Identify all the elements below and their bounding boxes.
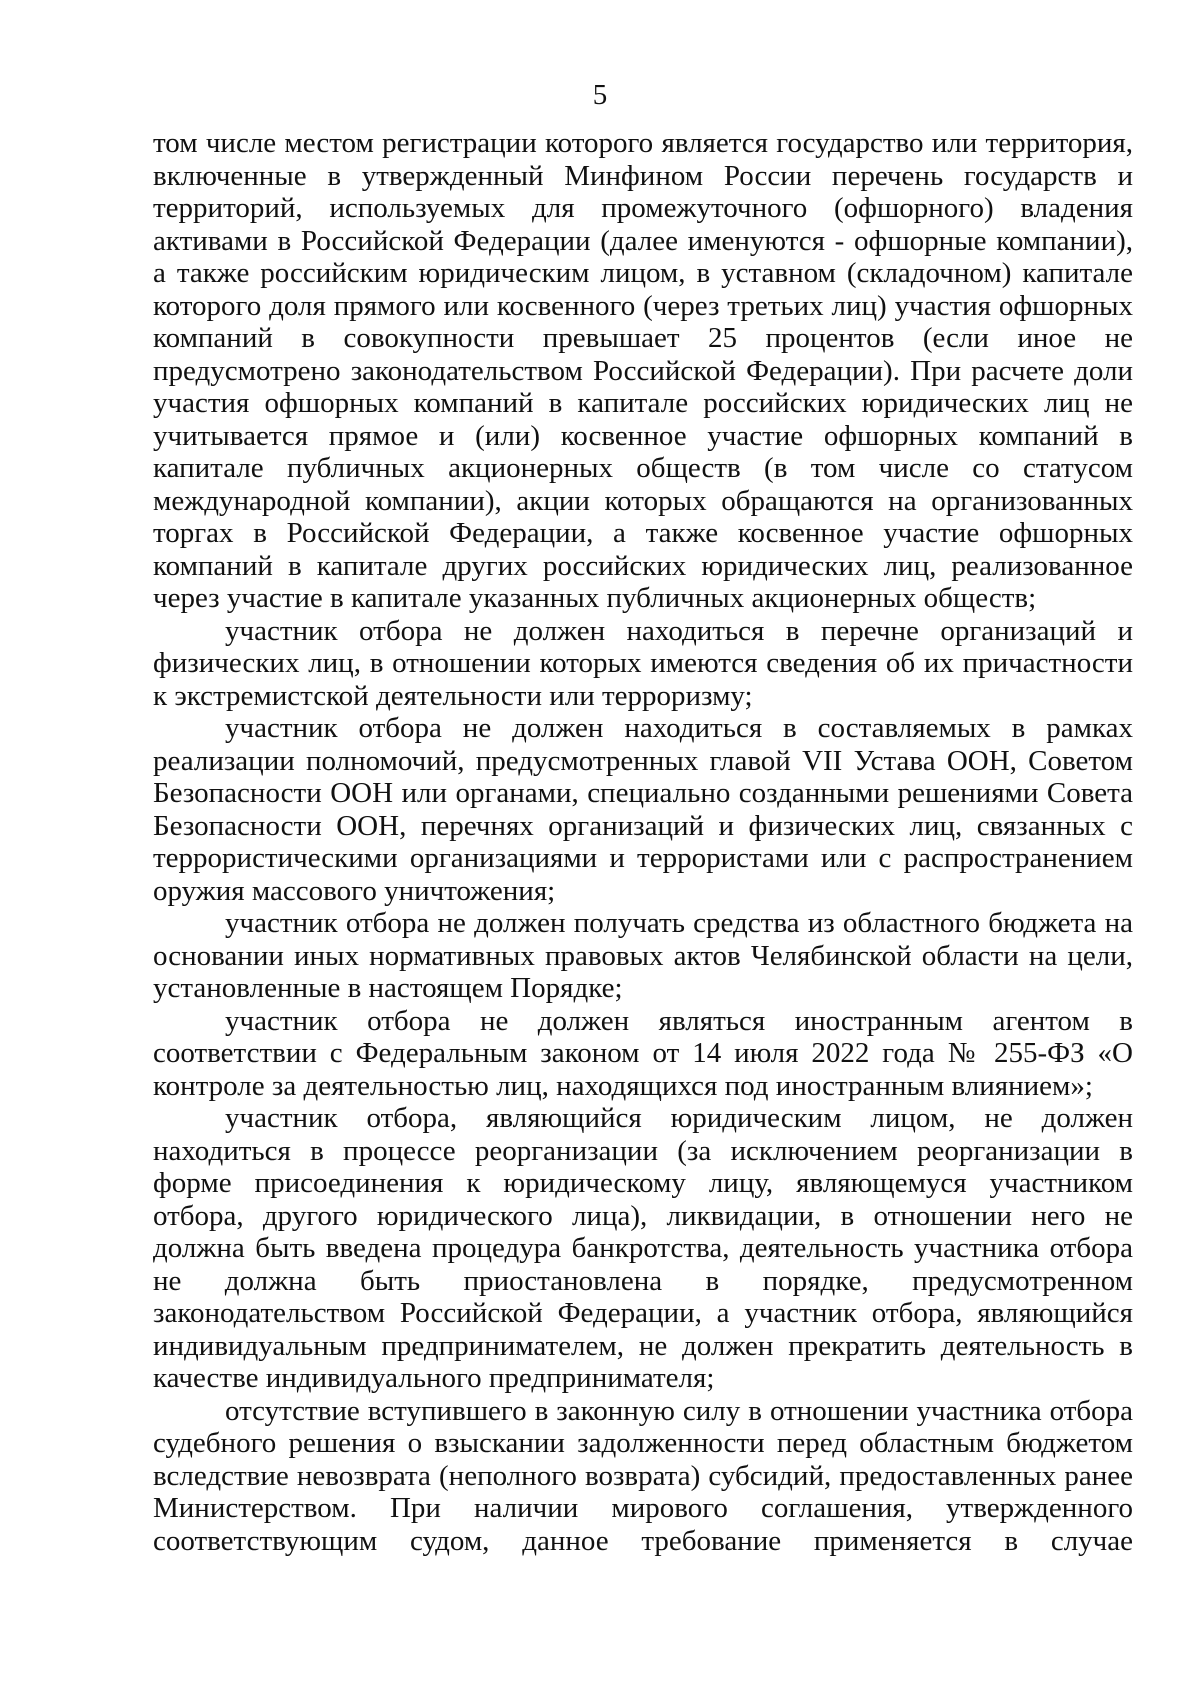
document-body [153, 127, 1133, 1557]
paragraph-extremism-list: участник отбора не должен находиться в перечне организаций и физических лиц, в отношении которых имеются сведения об их причастности к экстремистской деятельности или терроризму; [153, 614, 1133, 712]
paragraph-foreign-agent: участник отбора не должен являться иностранным агентом в соответствии с Федеральным законом от 14 июля 2022 года № 255-ФЗ «О контроле за деятельностью лиц, находящихся под иностранным влиянием»; [153, 1004, 1133, 1102]
paragraph-reorganization-liquidation: участник отбора, являющийся юридическим лицом, не должен находиться в процессе реорганизации (за исключением реорганизации в форме присоединения к юридическому лицу, являющемуся участником отбора, другого юридического лица), ликвидации, в отношении него не должна быть введена процедура банкротства, деятельность участника отбора не должна быть приостановлена в порядке, предусмотренном законодательством Российской Федерации, а участник отбора, являющийся индивидуальным предпринимателем, не должен прекратить деятельность в качестве индивидуального предпринимателя; [153, 1102, 1133, 1394]
paragraph-un-security-council-lists: участник отбора не должен находиться в составляемых в рамках реализации полномочий, предусмотренных главой VII Устава ООН, Советом Безопасности ООН или органами, специально созданными решениями Совета Безопасности ООН, перечнях организаций и физических лиц, связанных с террористическими организациями и террористами или с распространением оружия массового уничтожения; [153, 712, 1133, 907]
page-number: 5 [592, 79, 608, 111]
paragraph-offshore-companies: том числе местом регистрации которого является государство или территория, включенные в утвержденный Минфином России перечень государств и территорий, используемых для промежуточного (офшорного) владения активами в Российской Федерации (далее именуются - офшорные компании), а также российским юридическим лицом, в уставном (складочном) капитале которого доля прямого или косвенного (через третьих лиц) участия офшорных компаний в совокупности превышает 25 процентов (если иное не предусмотрено законодательством Российской Федерации). При расчете доли участия офшорных компаний в капитале российских юридических лиц не учитывается прямое и (или) косвенное участие офшорных компаний в капитале публичных акционерных обществ (в том числе со статусом международной компании), акции которых обращаются на организованных торгах в Российской Федерации, а также косвенное участие офшорных компаний в капитале других российских юридических лиц, реализованное через участие в капитале указанных публичных акционерных обществ; [153, 127, 1133, 614]
paragraph-regional-budget-funds: участник отбора не должен получать средства из областного бюджета на основании иных нормативных правовых актов Челябинской области на цели, установленные в настоящем Порядке; [153, 907, 1133, 1004]
paragraph-court-decision-debt: отсутствие вступившего в законную силу в отношении участника отбора судебного решения о взыскании задолженности перед областным бюджетом вследствие невозврата (неполного возврата) субсидий, предоставленных ранее Министерством. При наличии мирового соглашения, утвержденного соответствующим судом, данное требование применяется в случае [153, 1394, 1133, 1557]
